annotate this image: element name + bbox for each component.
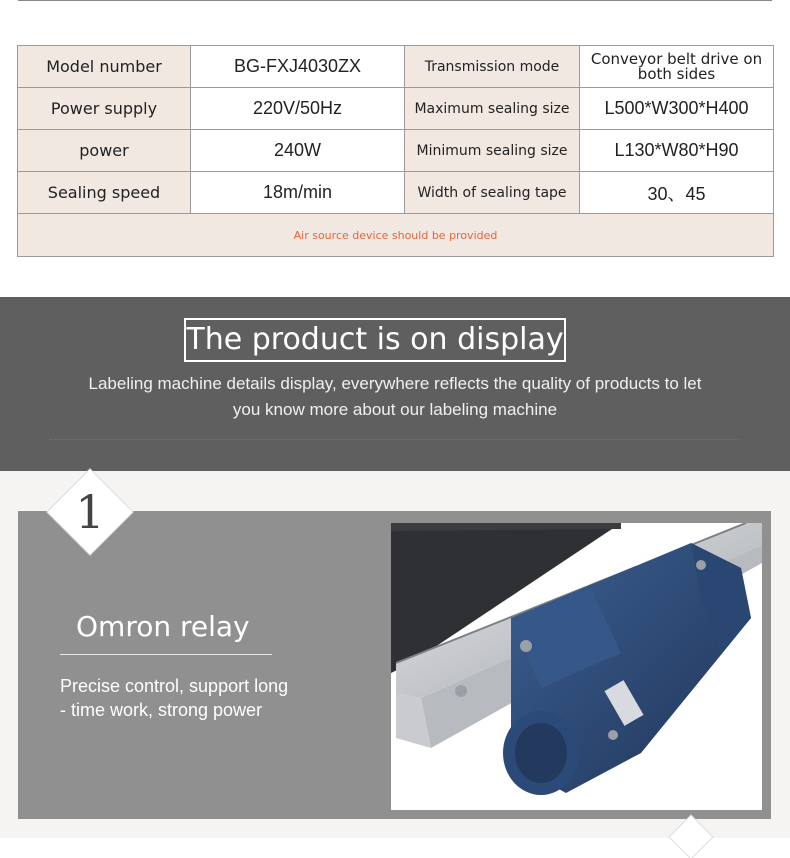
spec-label: Maximum sealing size: [405, 88, 580, 130]
spec-value: 30、45: [580, 172, 774, 214]
table-row: [18, 172, 774, 214]
spec-label: power: [18, 130, 191, 172]
feature-divider: [60, 654, 272, 655]
spec-label: Transmission mode: [405, 46, 580, 88]
spec-value: Conveyor belt drive on both sides: [580, 46, 774, 88]
table-row: [18, 46, 774, 88]
top-divider: [18, 0, 772, 1]
spec-label: Model number: [18, 46, 191, 88]
spec-value: L130*W80*H90: [580, 130, 774, 172]
feature-description-line: - time work, strong power: [60, 700, 263, 720]
spec-value: BG-FXJ4030ZX: [191, 46, 405, 88]
spec-value: 220V/50Hz: [191, 88, 405, 130]
product-image: [391, 523, 762, 810]
spec-label: Power supply: [18, 88, 191, 130]
spec-value: 18m/min: [191, 172, 405, 214]
spec-label: Sealing speed: [18, 172, 191, 214]
display-banner: [0, 297, 790, 471]
table-note-row: [18, 214, 774, 257]
banner-title: The product is on display: [184, 318, 566, 362]
feature-description-line: Precise control, support long: [60, 676, 289, 696]
motor-conveyor-illustration: [391, 523, 762, 810]
spec-note: Air source device should be provided: [18, 214, 774, 257]
spec-value: L500*W300*H400: [580, 88, 774, 130]
feature-number: 1: [75, 485, 105, 539]
spec-label: Width of sealing tape: [405, 172, 580, 214]
spec-label: Minimum sealing size: [405, 130, 580, 172]
table-row: [18, 130, 774, 172]
spec-table: [17, 45, 774, 257]
decorative-dots: [50, 439, 740, 460]
table-row: [18, 88, 774, 130]
banner-subtitle: [40, 371, 750, 423]
banner-subtitle-line: you know more about our labeling machine: [232, 400, 558, 419]
feature-description: [60, 674, 340, 722]
banner-subtitle-line: Labeling machine details display, everywhere reflects the quality of products to let: [88, 374, 702, 393]
spec-value: 240W: [191, 130, 405, 172]
feature-title: Omron relay: [76, 610, 250, 643]
